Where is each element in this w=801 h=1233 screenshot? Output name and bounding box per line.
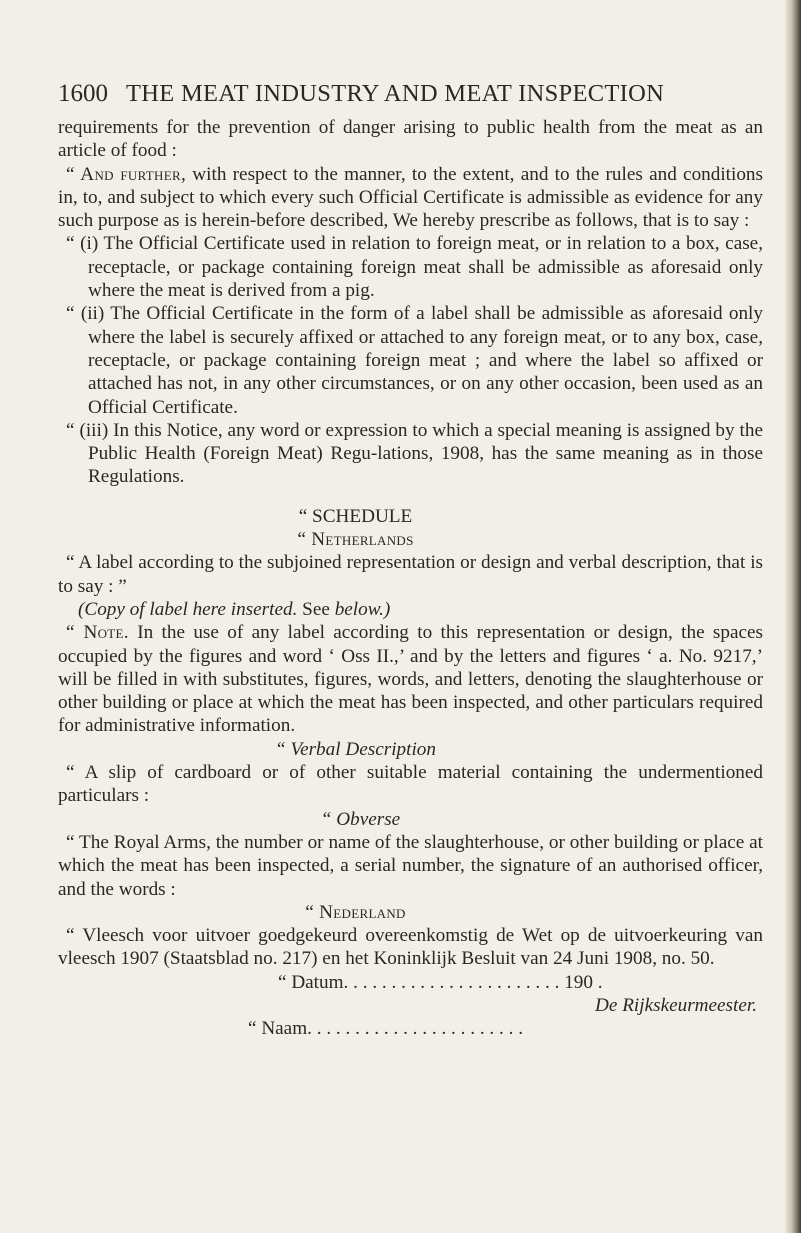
page-header bbox=[58, 80, 748, 108]
obverse-heading: “ Obverse bbox=[320, 808, 401, 830]
clause-i: “ (i) The Official Certificate used in relation to foreign meat, or in relation to a box, case, receptacle, or package containing foreign meat shall be admissible as aforesaid only where the meat is derived from a pig. bbox=[66, 233, 763, 302]
datum-line: “ Datum. . . . . . . . . . . . . . . . . . . . . . . 190 . bbox=[278, 971, 603, 993]
page-edge-shadow bbox=[785, 0, 801, 1233]
netherlands-heading: “ Netherlands bbox=[297, 529, 414, 551]
running-title: THE MEAT INDUSTRY AND MEAT INSPECTION bbox=[126, 80, 665, 107]
paragraph-note bbox=[58, 621, 763, 737]
page-body bbox=[58, 116, 763, 1041]
page-number: 1600 bbox=[58, 80, 108, 107]
copy-note-italic: (Copy of label here inserted. bbox=[78, 598, 298, 620]
paragraph-and-further bbox=[58, 163, 763, 233]
nederland-heading: “ Nederland bbox=[305, 901, 406, 923]
paragraph-intro: requirements for the prevention of danger arising to public health from the meat as an article of food : bbox=[58, 117, 763, 162]
paragraph-slip: “ A slip of cardboard or of other suitable material containing the undermentioned particulars : bbox=[58, 762, 763, 807]
schedule-heading: “ SCHEDULE bbox=[298, 505, 413, 527]
note-text: In the use of any label according to this representation or design, the spaces occupied by the figures and word ‘ Oss II.,’ and by the letters and figures ‘ a. No. 9217,’ will be filled in with substitutes, figures, words, and letters, denoting the slaughterhouse or other building or place at which the meat has been inspected, and other particulars required for administrative information. bbox=[58, 622, 764, 737]
paragraph-label-according: “ A label according to the subjoined representation or design and verbal description, that is to say : ” bbox=[58, 552, 763, 597]
paragraph-vleesch: “ Vleesch voor uitvoer goedgekeurd overeenkomstig de Wet op de uitvoerkeuring van vleesch 1907 (Staatsblad no. 217) en het Koninklijk Besluit van 24 Juni 1908, no. 50. bbox=[58, 925, 763, 970]
clause-ii: “ (ii) The Official Certificate in the form of a label shall be admissible as aforesaid only where the label is securely affixed or attached to any foreign meat, or to any box, case, receptacle, or package containing foreign meat ; and where the label so affixed or attached has not, in any other circumstances, or on any other occasion, been used as an Official Certificate. bbox=[66, 303, 763, 418]
copy-note-below: below.) bbox=[334, 598, 391, 620]
and-further-lead: “ And further, bbox=[66, 163, 187, 185]
note-lead: “ Note. bbox=[66, 622, 129, 644]
copy-note bbox=[58, 598, 763, 621]
spacer bbox=[58, 489, 763, 505]
copy-note-see: See bbox=[297, 598, 335, 620]
clause-iii: “ (iii) In this Notice, any word or expression to which a special meaning is assigned by the Public Health (Foreign Meat) Regu-lations, 1908, has the same meaning as in those Regulations. bbox=[66, 419, 763, 488]
verbal-description-heading: “ Verbal Description bbox=[275, 738, 436, 760]
naam-line: “ Naam. . . . . . . . . . . . . . . . . . . . . . . bbox=[248, 1018, 523, 1040]
rijkskeurmeester-line: De Rijkskeurmeester. bbox=[595, 994, 757, 1016]
paragraph-royal-arms: “ The Royal Arms, the number or name of the slaughterhouse, or other building or place at which the meat has been inspected, a serial number, the signature of an authorised officer, and the words : bbox=[58, 831, 763, 900]
and-further-text: with respect to the manner, to the extent, and to the rules and conditions in, to, and subject to which every such Official Certificate is admissible as evidence for any such purpose as is herein-before described, We hereby prescribe as follows, that is to say : bbox=[58, 163, 763, 232]
